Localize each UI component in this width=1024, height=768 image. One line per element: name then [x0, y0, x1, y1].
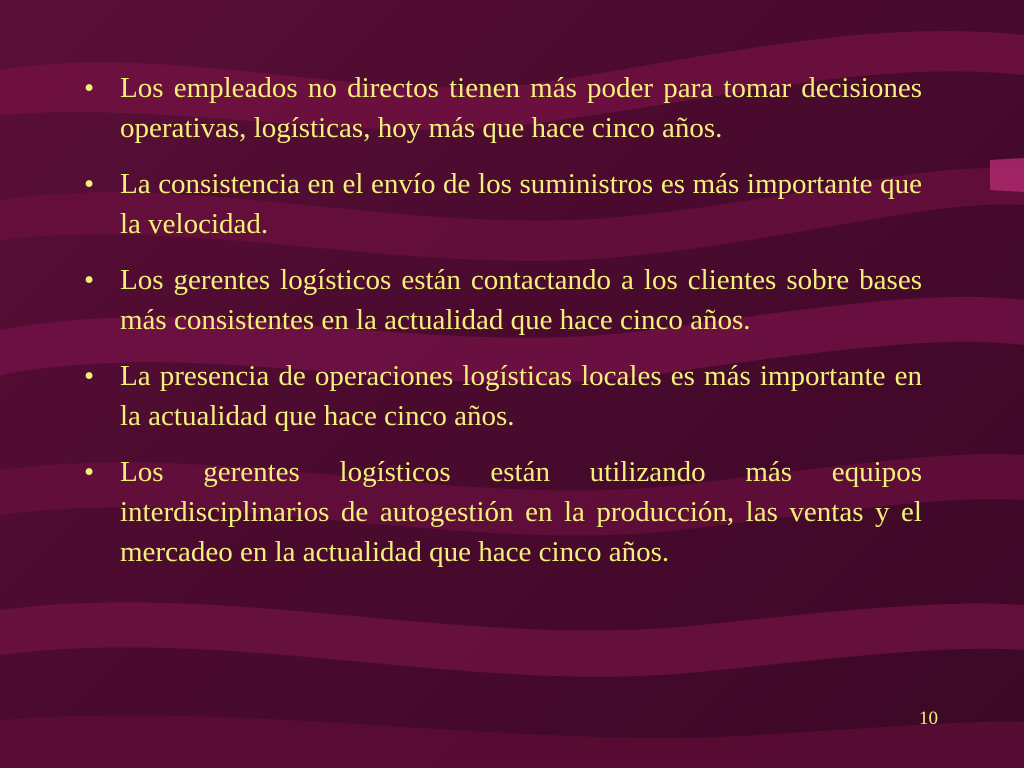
content-area — [80, 68, 922, 588]
right-edge-tab — [990, 158, 1024, 192]
wave-band-5 — [0, 602, 1024, 676]
bullet-item-2 — [80, 164, 922, 244]
bullet-text: Los gerentes logísticos están contactando a los clientes sobre bases más consistentes en la actualidad que hace cinco años. — [120, 264, 922, 336]
bullet-marker: • — [84, 456, 95, 488]
bullet-marker: • — [84, 360, 95, 392]
bullet-text: La consistencia en el envío de los suministros es más importante que la velocidad. — [120, 168, 922, 240]
bullet-text: Los empleados no directos tienen más poder para tomar decisiones operativas, logísticas, hoy más que hace cinco años. — [120, 72, 922, 144]
bullet-list — [80, 68, 922, 572]
bullet-marker: • — [84, 264, 95, 296]
slide-number: 10 — [919, 708, 938, 729]
bullet-marker: • — [84, 72, 95, 104]
wave-band-6 — [0, 715, 1024, 768]
bullet-item-1 — [80, 68, 922, 148]
bullet-text: La presencia de operaciones logísticas locales es más importante en la actualidad que hace cinco años. — [120, 360, 922, 432]
bullet-item-5 — [80, 452, 922, 572]
bullet-marker: • — [84, 168, 95, 200]
bullet-item-3 — [80, 260, 922, 340]
bullet-text: Los gerentes logísticos están utilizando más equipos interdisciplinarios de autogestión en la producción, las ventas y el mercadeo en la actualidad que hace cinco años. — [120, 456, 922, 568]
bullet-item-4 — [80, 356, 922, 436]
